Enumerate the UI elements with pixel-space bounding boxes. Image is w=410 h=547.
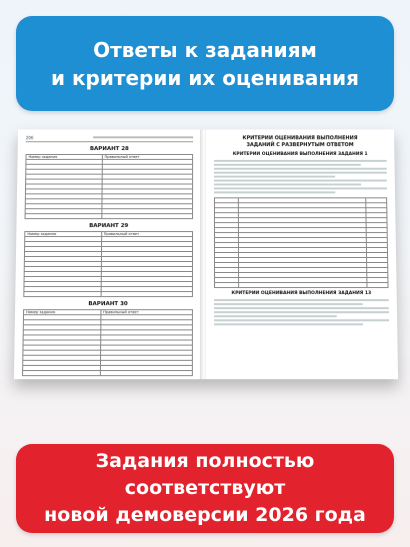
variant-title: ВАРИАНТ 29 <box>89 223 129 230</box>
variant-title: ВАРИАНТ 28 <box>89 146 129 153</box>
right-page <box>206 130 398 380</box>
answer-table: Номер задания Правильный ответ <box>23 231 193 297</box>
left-page <box>14 130 202 380</box>
top-banner <box>16 16 394 111</box>
answer-table: Номер задания Правильный ответ <box>25 154 194 219</box>
paragraph-lines <box>214 160 387 194</box>
criteria-section-2: КРИТЕРИИ ОЦЕНИВАНИЯ ВЫПОЛНЕНИЯ ЗАДАНИЯ 13 <box>231 291 372 297</box>
paragraph-lines-2 <box>214 299 389 325</box>
bottom-banner-line2: новой демоверсии 2026 года <box>44 504 366 526</box>
criteria-table <box>214 197 389 288</box>
open-book-image <box>14 130 398 380</box>
variant-block-29 <box>23 223 193 297</box>
variant-title: ВАРИАНТ 30 <box>88 301 128 308</box>
top-banner-line2: и критерии их оценивания <box>50 65 359 90</box>
running-header <box>93 136 193 138</box>
page-number: 206 <box>25 135 34 141</box>
left-page-header <box>26 135 193 142</box>
variant-block-28 <box>25 146 194 219</box>
answer-table: Номер задания Правильный ответ <box>22 309 193 376</box>
variant-block-30 <box>22 301 193 376</box>
bottom-banner <box>16 444 394 533</box>
top-banner-line1: Ответы к заданиям <box>93 37 317 62</box>
criteria-section-1: КРИТЕРИИ ОЦЕНИВАНИЯ ВЫПОЛНЕНИЯ ЗАДАНИЯ 1 <box>232 152 368 157</box>
criteria-title: КРИТЕРИИ ОЦЕНИВАНИЯ ВЫПОЛНЕНИЯ ЗАДАНИЙ С РАЗВЕРНУТЫМ ОТВЕТОМ <box>242 135 358 149</box>
bottom-banner-line1: Задания полностью соответствуют <box>95 450 315 499</box>
